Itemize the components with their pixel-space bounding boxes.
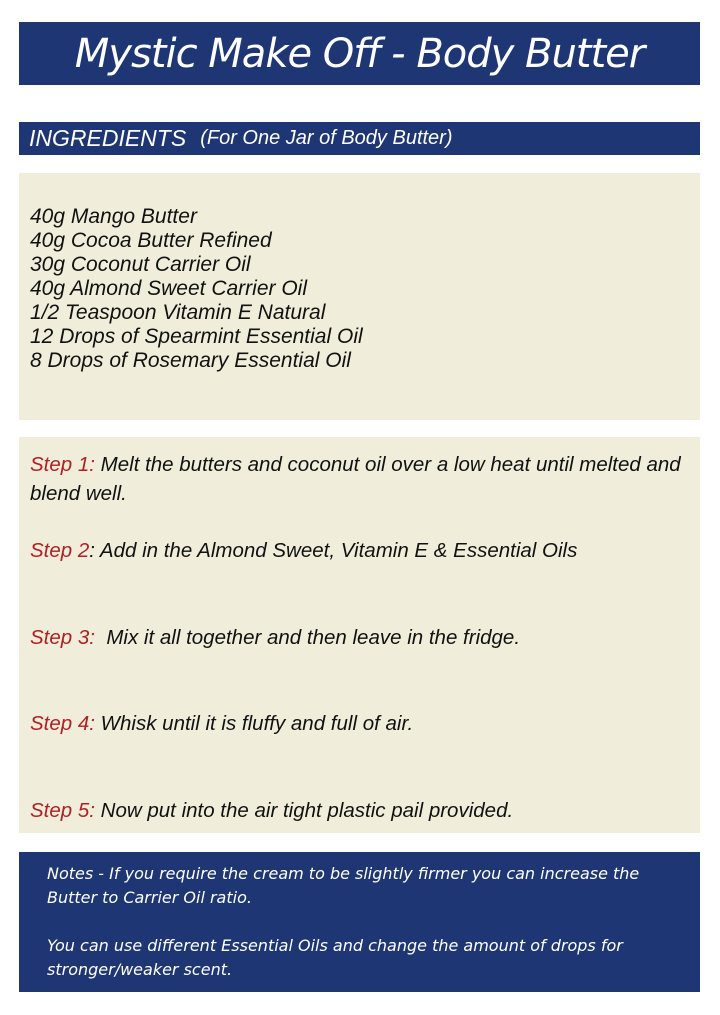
ingredients-header: [19, 122, 700, 155]
ingredient-item: 30g Coconut Carrier Oil: [30, 253, 251, 276]
ingredient-item: 40g Almond Sweet Carrier Oil: [30, 277, 307, 300]
step-2: [30, 536, 690, 565]
notes-panel: [19, 852, 700, 992]
ingredient-item: 12 Drops of Spearmint Essential Oil: [30, 325, 363, 348]
step-text: Mix it all together and then leave in the fridge.: [94, 626, 521, 649]
ingredient-item: 40g Mango Butter: [30, 205, 197, 228]
ingredient-item: 40g Cocoa Butter Refined: [30, 229, 272, 252]
ingredient-item: 8 Drops of Rosemary Essential Oil: [30, 349, 351, 372]
step-label: Step 5:: [30, 799, 95, 822]
step-3: [30, 623, 690, 652]
step-label: Step 1:: [30, 453, 95, 476]
step-1: [30, 450, 690, 508]
title-banner: [19, 22, 700, 85]
step-text: Whisk until it is fluffy and full of air.: [94, 712, 414, 735]
ingredients-list: [30, 205, 363, 373]
ingredients-heading: INGREDIENTS: [29, 125, 187, 151]
step-4: [30, 709, 690, 738]
step-label: Step 2: [30, 539, 90, 562]
note-paragraph: Notes - If you require the cream to be slightly firmer you can increase the Butter to Carrier Oil ratio.: [47, 864, 640, 907]
step-label: Step 4:: [30, 712, 95, 735]
steps-panel: [19, 437, 700, 833]
step-5: [30, 796, 690, 825]
ingredients-panel: [19, 173, 700, 420]
step-text: : Add in the Almond Sweet, Vitamin E & Essential Oils: [89, 539, 578, 562]
step-text: Melt the butters and coconut oil over a low heat until melted and blend well.: [30, 453, 681, 505]
ingredients-subheading: (For One Jar of Body Butter): [200, 127, 453, 149]
page-title: Mystic Make Off - Body Butter: [74, 30, 645, 77]
step-label: Step 3:: [30, 626, 95, 649]
note-paragraph: You can use different Essential Oils and change the amount of drops for stronger/weaker scent.: [47, 936, 623, 979]
step-text: Now put into the air tight plastic pail provided.: [94, 799, 514, 822]
ingredient-item: 1/2 Teaspoon Vitamin E Natural: [30, 301, 326, 324]
